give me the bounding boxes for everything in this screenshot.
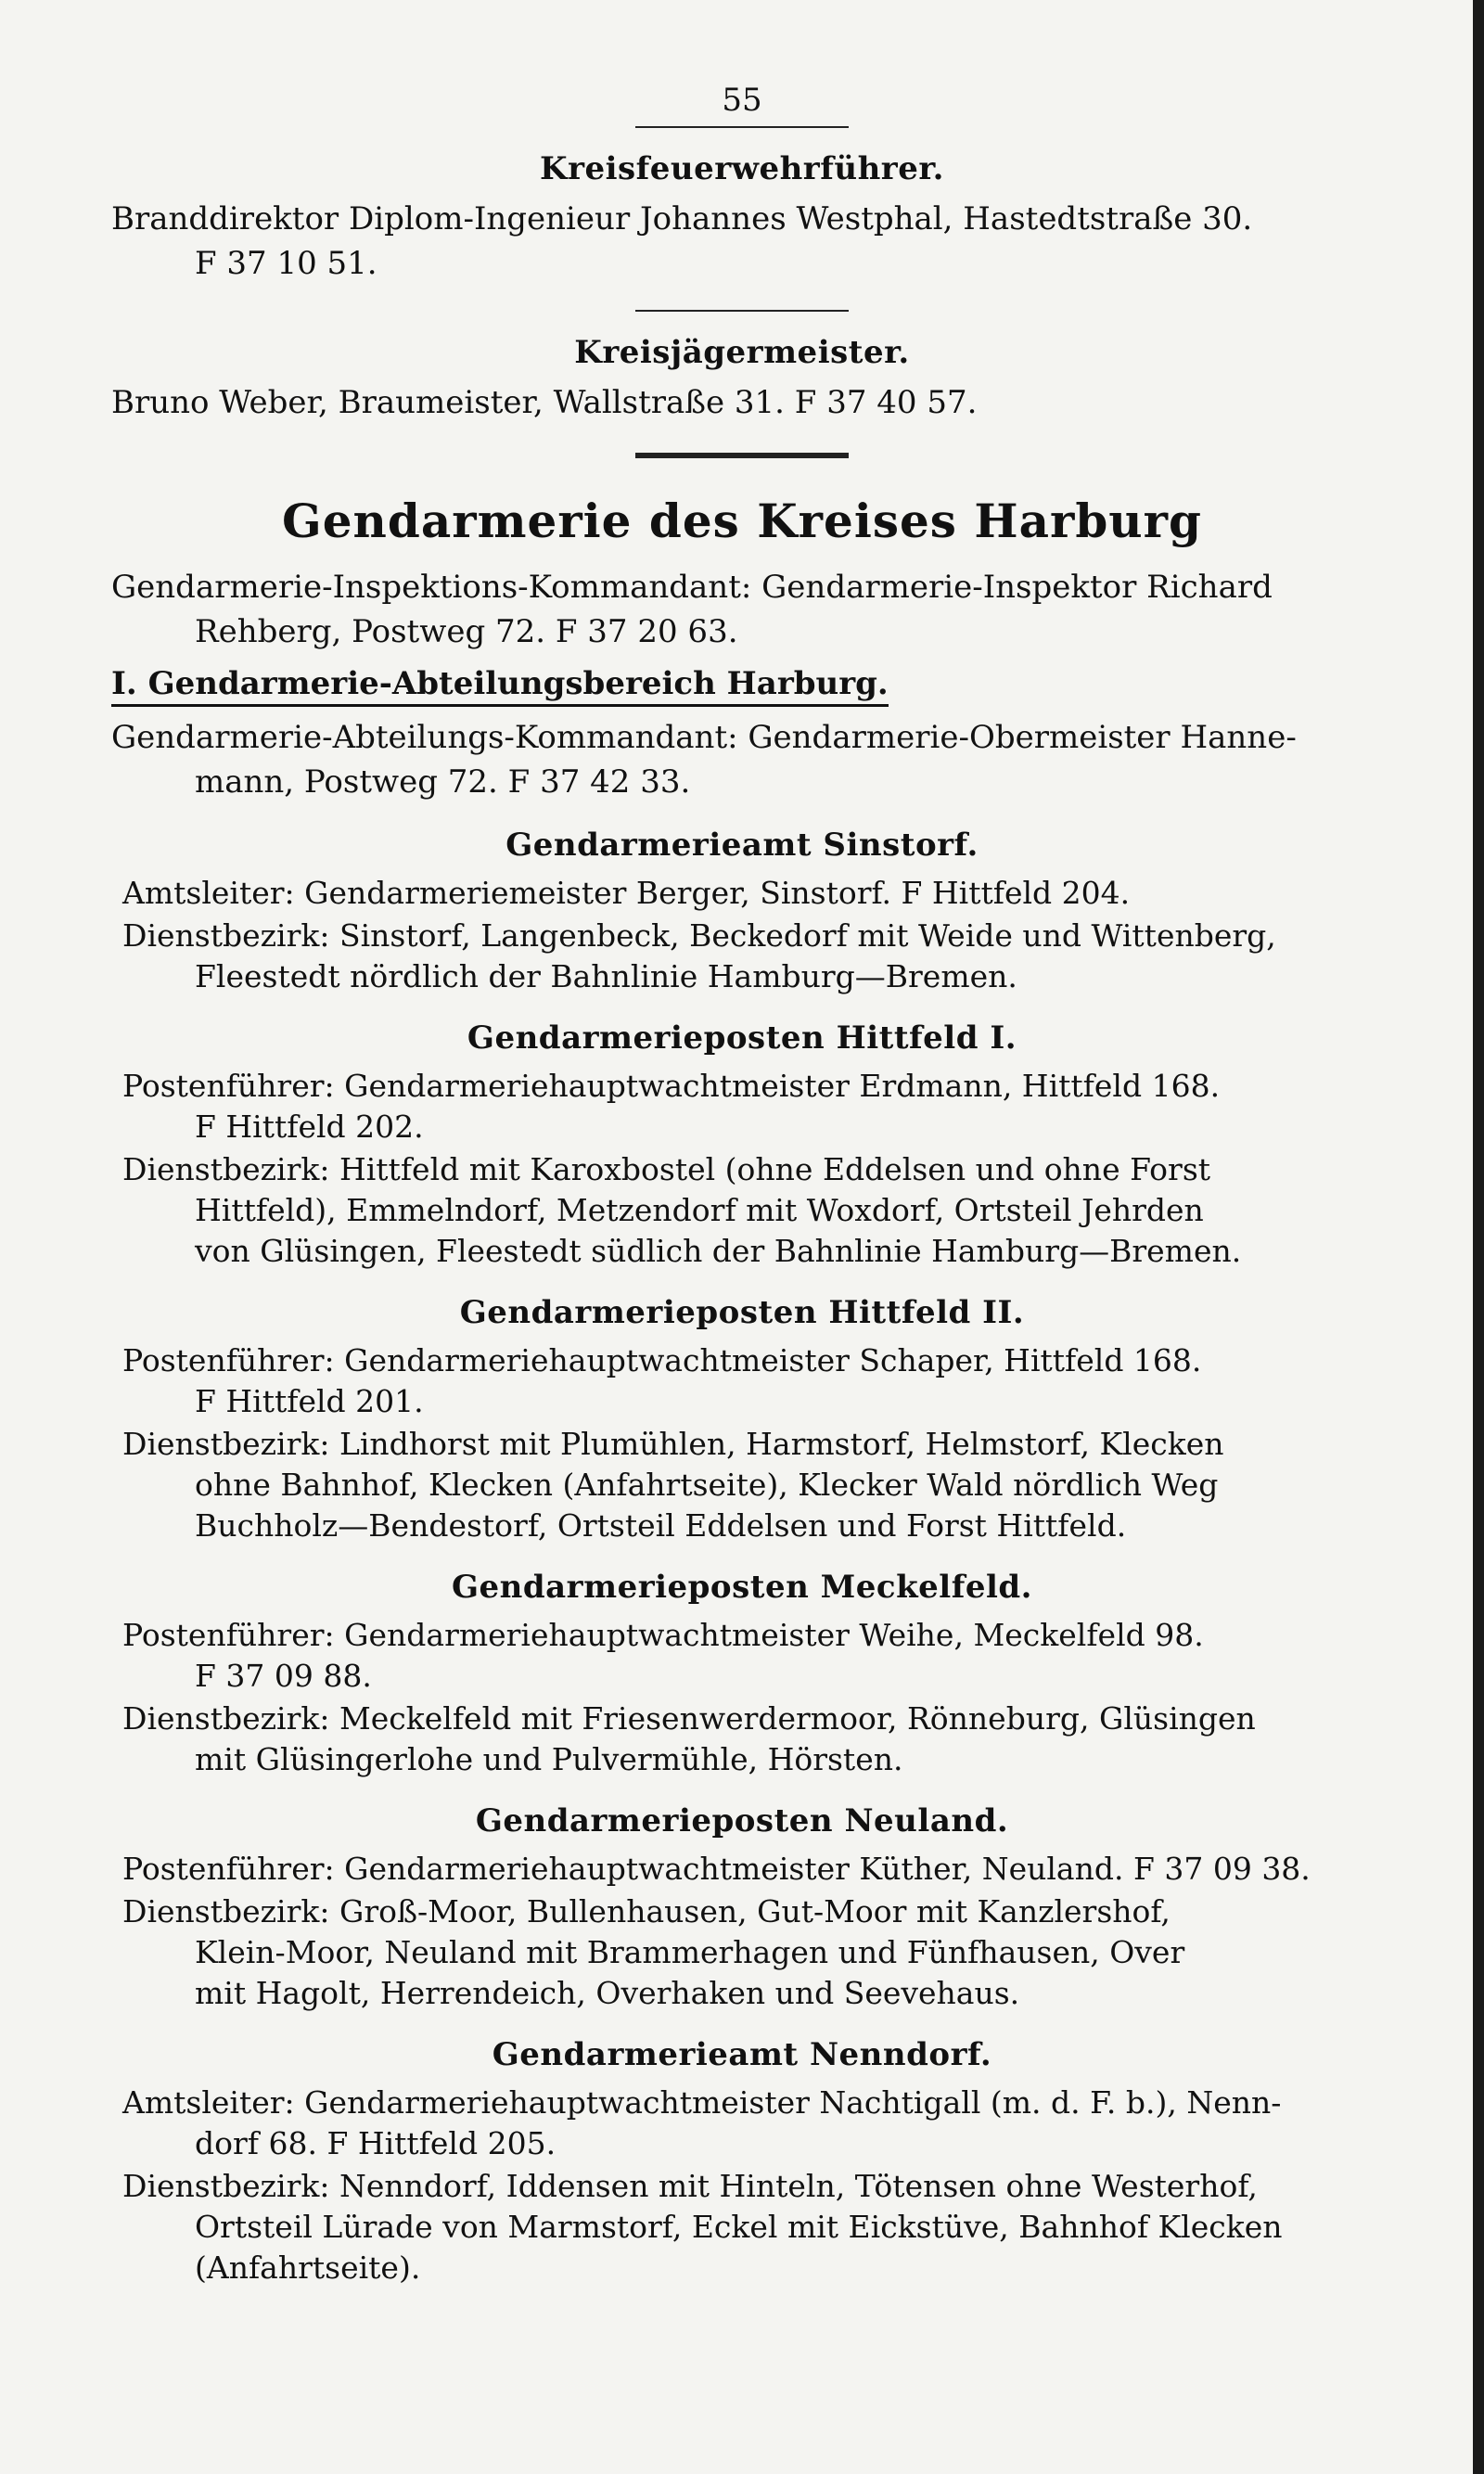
divider <box>635 310 849 312</box>
unit-entry-continuation-line: Klein-Moor, Neuland mit Brammerhagen und Fünfhausen, Over <box>195 1934 1185 1970</box>
heading-kreisfeuerwehrfuehrer: Kreisfeuerwehrführer. <box>540 150 944 187</box>
unit-entry-first-line: Postenführer: Gendarmeriehauptwachtmeister Schaper, Hittfeld 168. <box>122 1342 1202 1378</box>
unit-entry-continuation-line: Fleestedt nördlich der Bahnlinie Hamburg—Bremen. <box>195 958 1017 994</box>
unit-entry <box>111 1891 1373 2014</box>
unit-entry <box>111 2166 1373 2288</box>
unit-entry <box>111 1698 1373 1780</box>
abteilung-line-2: mann, Postweg 72. F 37 42 33. <box>195 763 691 801</box>
unit-heading: Gendarmerieamt Nenndorf. <box>492 2036 992 2073</box>
inspektion-entry <box>111 565 1373 654</box>
unit-entry-first-line: Amtsleiter: Gendarmeriehauptwachtmeister Nachtigall (m. d. F. b.), Nenn- <box>122 2084 1282 2121</box>
units-list <box>111 827 1373 2288</box>
unit-entry-first-line: Postenführer: Gendarmeriehauptwachtmeister Weihe, Meckelfeld 98. <box>122 1617 1204 1653</box>
unit-entry-first-line: Postenführer: Gendarmeriehauptwachtmeister Erdmann, Hittfeld 168. <box>122 1068 1221 1104</box>
kreisfeuerwehr-line-1: Branddirektor Diplom-Ingenieur Johannes Westphal, Hastedtstraße 30. <box>111 200 1253 237</box>
kreisjaeger-entry <box>111 380 1373 425</box>
page-number-rule <box>635 126 849 128</box>
unit-entry-continuation-line: Buchholz—Bendestorf, Ortsteil Eddelsen und Forst Hittfeld. <box>195 1507 1127 1544</box>
unit-entry-first-line: Dienstbezirk: Hittfeld mit Karoxbostel (ohne Eddelsen und ohne Forst <box>122 1151 1211 1187</box>
unit-heading: Gendarmerieposten Hittfeld I. <box>467 1019 1017 1057</box>
abteilung-entry <box>111 715 1373 804</box>
unit-entry <box>111 1424 1373 1546</box>
page-number: 55 <box>722 82 762 119</box>
unit-entry <box>111 1849 1373 1890</box>
unit-entry-first-line: Dienstbezirk: Sinstorf, Langenbeck, Beckedorf mit Weide und Wittenberg, <box>122 917 1276 954</box>
unit-entry-continuation-line: (Anfahrtseite). <box>195 2250 421 2286</box>
unit-entry-first-line: Amtsleiter: Gendarmeriemeister Berger, Sinstorf. F Hittfeld 204. <box>122 875 1131 911</box>
unit-entry-first-line: Postenführer: Gendarmeriehauptwachtmeister Küther, Neuland. F 37 09 38. <box>122 1851 1311 1887</box>
unit-entry-continuation-line: ohne Bahnhof, Klecken (Anfahrtseite), Klecker Wald nördlich Weg <box>195 1467 1219 1503</box>
unit-heading: Gendarmerieposten Neuland. <box>475 1802 1009 1839</box>
unit-entry-first-line: Dienstbezirk: Groß-Moor, Bullenhausen, Gut-Moor mit Kanzlershof, <box>122 1893 1171 1929</box>
unit-entry <box>111 2083 1373 2164</box>
unit-entry-continuation-line: mit Glüsingerlohe und Pulvermühle, Hörsten. <box>195 1741 903 1777</box>
unit-entry <box>111 1340 1373 1422</box>
unit-entry-continuation-line: von Glüsingen, Fleestedt südlich der Bahnlinie Hamburg—Bremen. <box>195 1233 1242 1269</box>
section-label <box>111 665 1373 702</box>
page-edge-shadow <box>1473 0 1484 2474</box>
unit-entry-continuation-line: mit Hagolt, Herrendeich, Overhaken und Seevehaus. <box>195 1975 1020 2011</box>
heading-kreisjaegermeister: Kreisjägermeister. <box>574 334 910 371</box>
kreisjaeger-line-1: Bruno Weber, Braumeister, Wallstraße 31. F 37 40 57. <box>111 384 978 421</box>
abteilung-line-1: Gendarmerie-Abteilungs-Kommandant: Gendarmerie-Obermeister Hanne- <box>111 719 1297 756</box>
unit-heading: Gendarmerieposten Meckelfeld. <box>451 1569 1033 1606</box>
unit-entry <box>111 1149 1373 1272</box>
unit-heading: Gendarmerieamt Sinstorf. <box>505 827 979 864</box>
unit-entry-continuation-line: F 37 09 88. <box>195 1658 372 1694</box>
unit-entry-first-line: Dienstbezirk: Meckelfeld mit Friesenwerdermoor, Rönneburg, Glüsingen <box>122 1700 1256 1737</box>
unit-entry <box>111 916 1373 997</box>
unit-entry <box>111 1066 1373 1147</box>
kreisfeuerwehr-entry <box>111 197 1373 286</box>
unit-entry-first-line: Dienstbezirk: Nenndorf, Iddensen mit Hinteln, Tötensen ohne Westerhof, <box>122 2168 1258 2204</box>
inspektion-line-2: Rehberg, Postweg 72. F 37 20 63. <box>195 613 738 650</box>
unit-entry-continuation-line: dorf 68. F Hittfeld 205. <box>195 2125 556 2161</box>
unit-entry <box>111 1615 1373 1697</box>
thick-divider <box>635 453 849 458</box>
unit-entry-continuation-line: F Hittfeld 201. <box>195 1383 424 1419</box>
kreisfeuerwehr-line-2: F 37 10 51. <box>195 245 377 282</box>
unit-entry-continuation-line: Hittfeld), Emmelndorf, Metzendorf mit Woxdorf, Ortsteil Jehrden <box>195 1192 1204 1228</box>
inspektion-line-1: Gendarmerie-Inspektions-Kommandant: Gendarmerie-Inspektor Richard <box>111 569 1273 606</box>
section-label-text: I. Gendarmerie-Abteilungsbereich Harburg. <box>111 665 889 707</box>
page-content <box>111 82 1373 2290</box>
unit-entry-continuation-line: F Hittfeld 202. <box>195 1109 424 1145</box>
unit-heading: Gendarmerieposten Hittfeld II. <box>459 1294 1025 1331</box>
unit-entry-first-line: Dienstbezirk: Lindhorst mit Plumühlen, Harmstorf, Helmstorf, Klecken <box>122 1426 1224 1462</box>
unit-entry <box>111 873 1373 914</box>
gendarmerie-title: Gendarmerie des Kreises Harburg <box>282 494 1202 548</box>
unit-entry-continuation-line: Ortsteil Lürade von Marmstorf, Eckel mit Eickstüve, Bahnhof Klecken <box>195 2209 1283 2245</box>
